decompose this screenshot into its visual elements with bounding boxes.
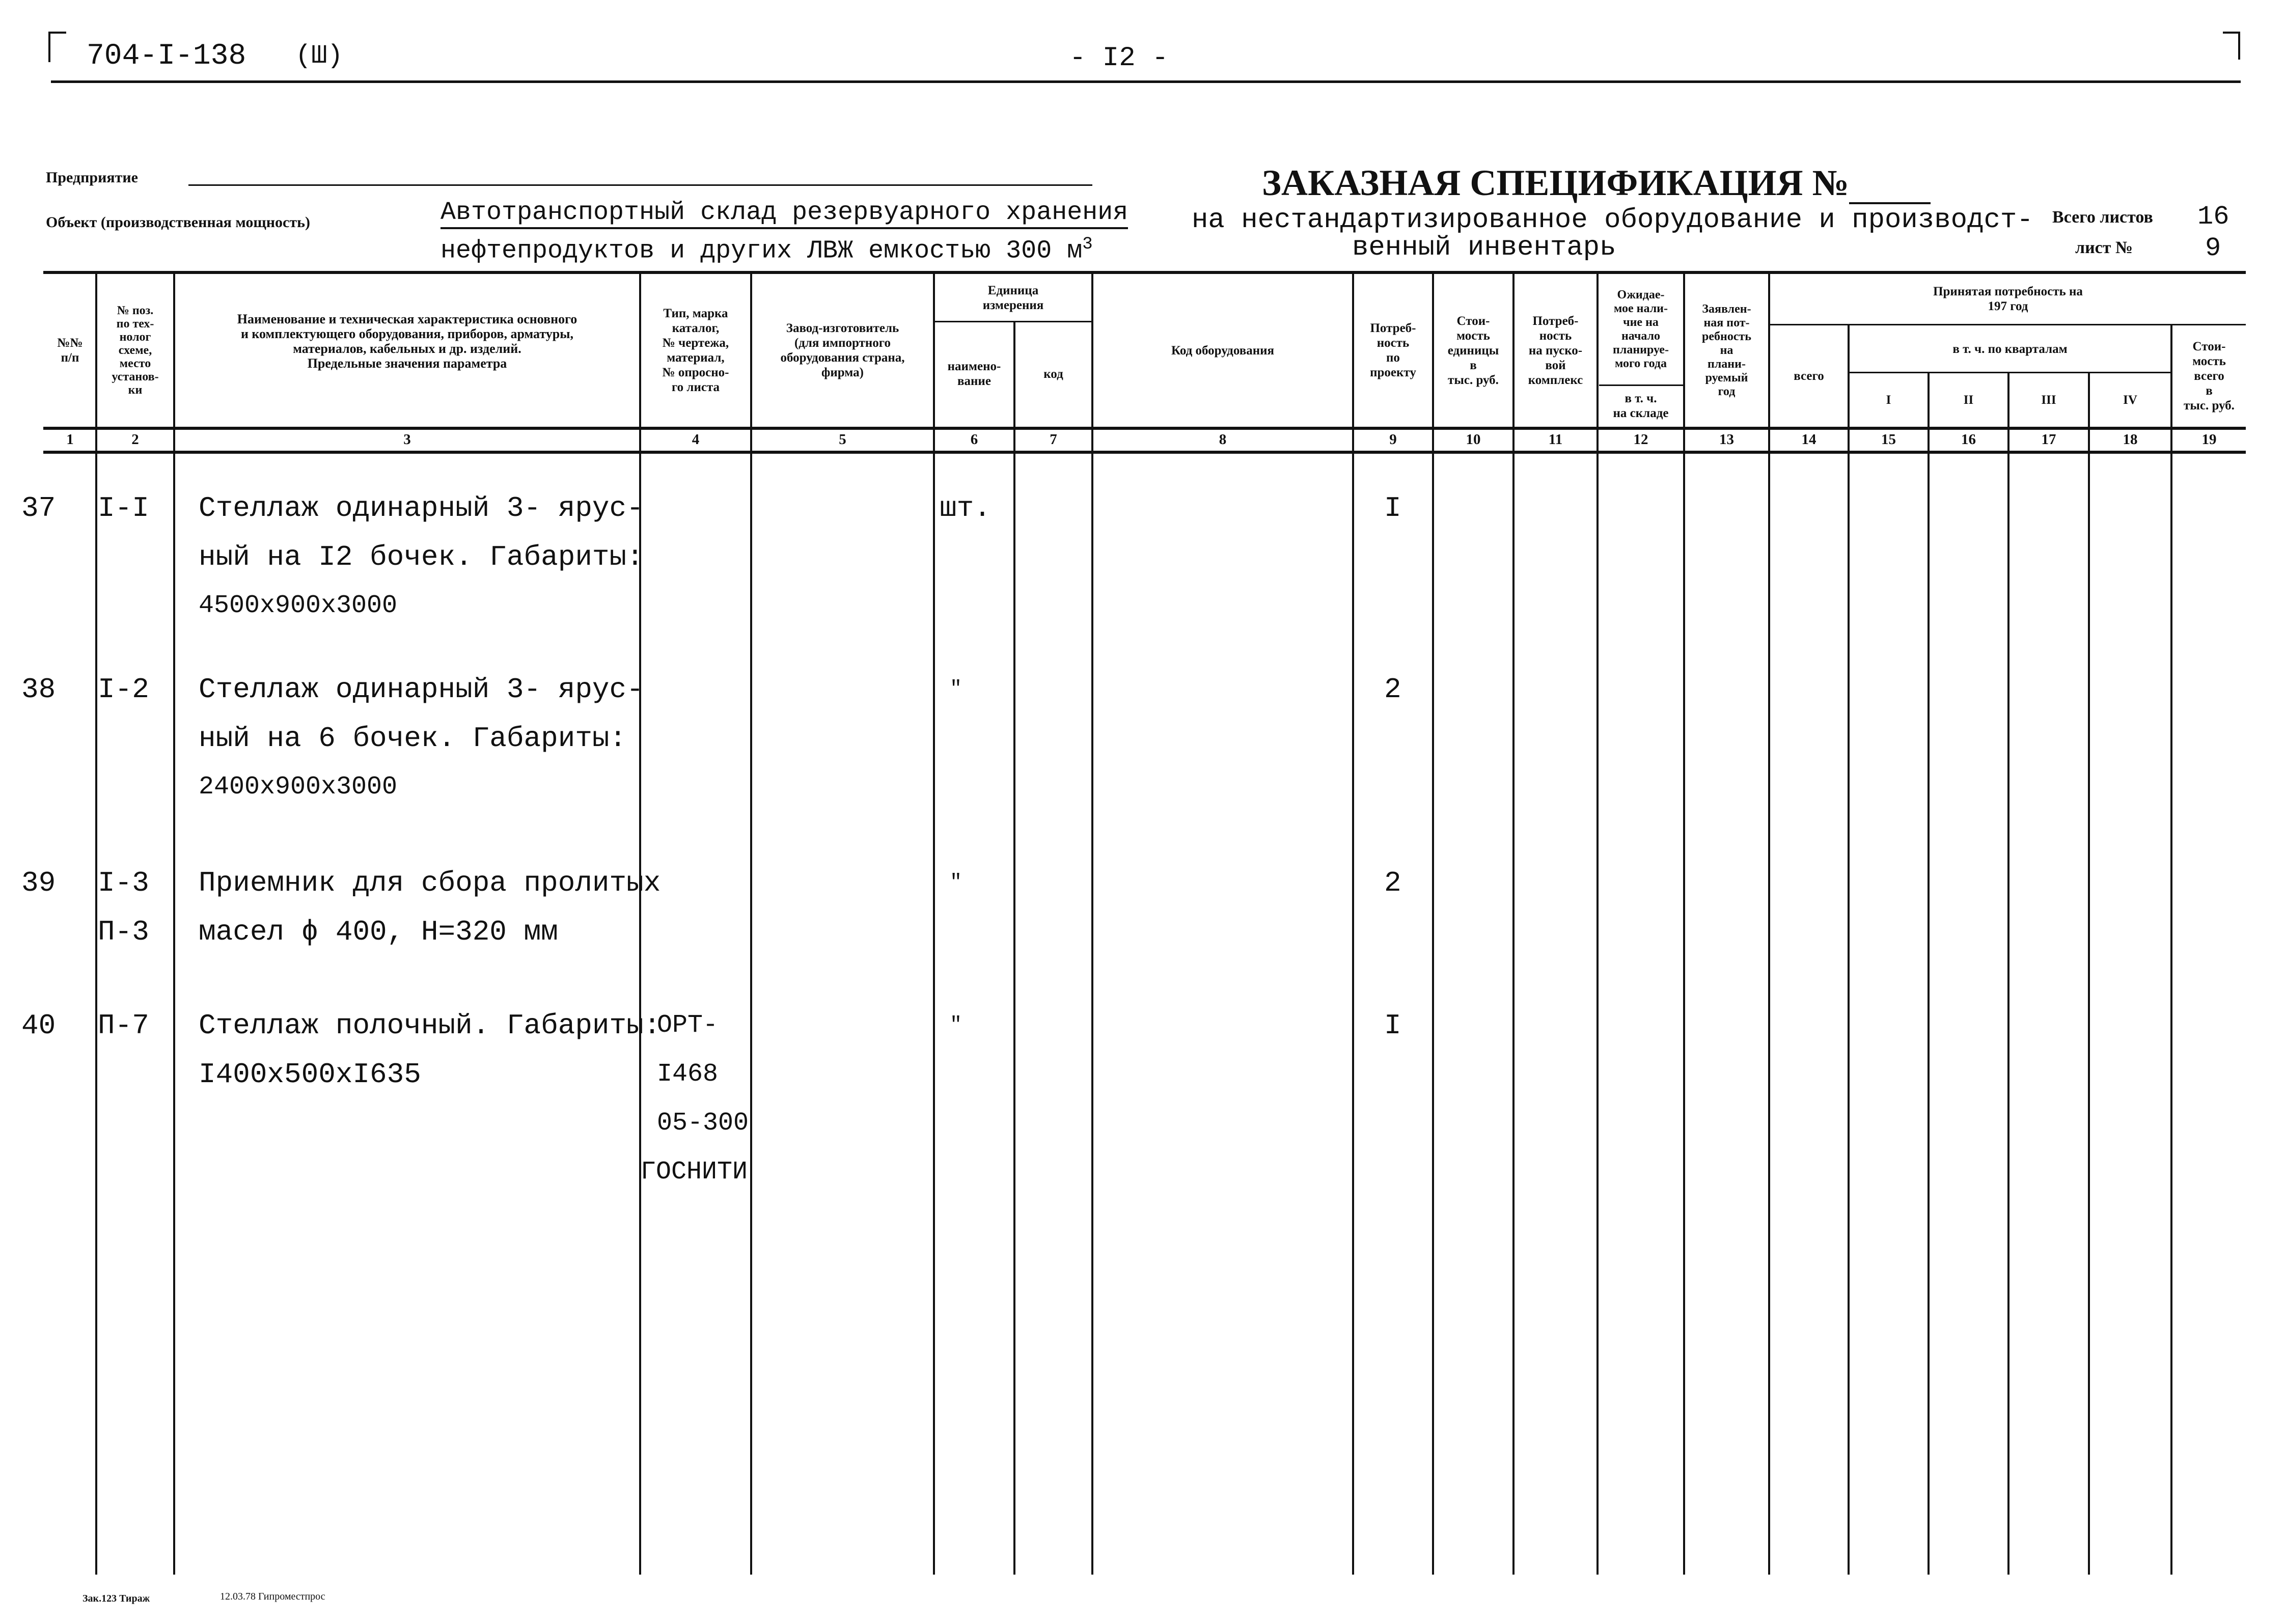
vline-18 [2170, 324, 2172, 1575]
col-number-9: 9 [1389, 431, 1397, 448]
sheet-value: 9 [2205, 233, 2221, 263]
col-number-5: 5 [839, 431, 846, 448]
row-39-unit: " [950, 871, 962, 894]
top-rule [51, 80, 2241, 83]
row-38-name-line3: 2400х900х3000 [199, 773, 398, 802]
col-header-unit-name: наимено- вание [947, 360, 1001, 388]
object-name-line2 [441, 230, 1093, 266]
object-name-line2-text: нефтепродуктов и других ЛВЖ емкостью 300 м [441, 236, 1083, 266]
col-number-12: 12 [1633, 431, 1648, 448]
footer-date-org: 12.03.78 Гипроместпрос [220, 1591, 325, 1602]
vline-13 [1768, 271, 1770, 1575]
object-name-sup: 3 [1082, 235, 1093, 254]
col-header-equipment-code: Код оборудования [1171, 343, 1275, 357]
corner-mark-left-top [48, 32, 66, 34]
row-39-position-line1: I-3 [98, 867, 149, 899]
corner-mark-right [2238, 32, 2240, 60]
col-number-3: 3 [403, 431, 411, 448]
col-header-position: № поз. по тех- нолог схеме, место установ- ки [112, 304, 159, 397]
enterprise-label: Предприятие [46, 169, 138, 186]
col-number-13: 13 [1719, 431, 1734, 448]
row-38-position: I-2 [98, 673, 149, 706]
col-header-q4: IV [2123, 393, 2137, 407]
row-39-number: 39 [21, 867, 56, 899]
document-code: 704-I-138 [87, 40, 246, 73]
col-number-4: 4 [692, 431, 700, 448]
vline-7 [1091, 271, 1093, 1575]
quarters-group-divider [1849, 372, 2172, 373]
col-header-in-stock: в т. ч. на складе [1613, 392, 1669, 420]
vline-3 [639, 271, 641, 1575]
header-number-row-top [43, 427, 2246, 430]
object-label: Объект (производственная мощность) [46, 214, 310, 231]
col-header-need-project: Потреб- ность по проекту [1370, 321, 1416, 379]
footer-print-info: Зак.123 Тираж [82, 1593, 150, 1604]
vline-12 [1683, 271, 1685, 1575]
vline-15 [1928, 373, 1930, 1575]
row-40-name-line1: Стеллаж полочный. Габариты: [199, 1009, 661, 1042]
col-number-7: 7 [1050, 431, 1057, 448]
spec-subtitle-line1: на нестандартизированное оборудование и производст- [1192, 205, 2033, 236]
col-number-2: 2 [131, 431, 139, 448]
col-header-quarters-group: в т. ч. по кварталам [1952, 342, 2068, 356]
row-39-position-line2: П-3 [98, 916, 149, 948]
accepted-group-divider [1770, 324, 2246, 325]
vline-9 [1432, 271, 1434, 1575]
spec-number-blank [1849, 172, 1931, 204]
corner-mark-left [48, 32, 50, 62]
row-38-name-line1: Стеллаж одинарный 3- ярус- [199, 673, 644, 706]
col-header-row-number: №№ п/п [57, 336, 83, 365]
col-header-unit-cost: Стои- мость единицы в тыс. руб. [1447, 314, 1499, 387]
col-header-q1: I [1886, 393, 1891, 407]
row-39-quantity: 2 [1384, 867, 1401, 899]
vline-10 [1512, 271, 1515, 1575]
col-number-17: 17 [2041, 431, 2056, 448]
col-number-11: 11 [1548, 431, 1563, 448]
row-39-name-line2: масел ϕ 400, Н=320 мм [199, 916, 558, 948]
col-header-accepted-group: Принятая потребность на 197 год [1933, 285, 2083, 313]
row-37-name-line3: 4500х900х3000 [199, 591, 398, 620]
row-40-type-line2: I468 [657, 1060, 719, 1089]
col-number-18: 18 [2123, 431, 2138, 448]
enterprise-line [188, 184, 1092, 186]
spec-subtitle-line2: венный инвентарь [1352, 232, 1616, 263]
col-header-q2: II [1963, 393, 1974, 407]
col-header-declared: Заявлен- ная пот- ребность на плани- руемый год [1702, 302, 1751, 398]
total-sheets-label: Всего листов [2052, 208, 2153, 227]
col-header-name: Наименование и техническая характеристика основного и комплектующего оборудования, приборов, арматуры, материалов, кабельных и др. изделий. Предельные значения параметра [237, 312, 577, 371]
page-number: - I2 - [1069, 43, 1169, 74]
vline-2 [173, 271, 175, 1575]
row-38-unit: " [950, 678, 962, 701]
row-37-name-line2: ный на I2 бочек. Габариты: [199, 541, 644, 573]
row-37-position: I-I [98, 492, 149, 525]
row-38-quantity: 2 [1384, 673, 1401, 706]
row-37-quantity: I [1384, 492, 1401, 525]
row-38-number: 38 [21, 673, 56, 706]
vline-16 [2007, 373, 2009, 1575]
col-header-q3: III [2041, 393, 2056, 407]
row-40-name-line2: I400х500хI635 [199, 1058, 421, 1091]
vline-1 [95, 271, 97, 1575]
vline-8 [1352, 271, 1354, 1575]
table-top-border [43, 271, 2246, 274]
vline-11 [1596, 271, 1599, 1575]
vline-14 [1848, 324, 1850, 1575]
row-37-unit: шт. [940, 492, 991, 525]
col-number-6: 6 [970, 431, 978, 448]
row-37-name-line1: Стеллаж одинарный 3- ярус- [199, 492, 644, 525]
spec-title-text: ЗАКАЗНАЯ СПЕЦИФИКАЦИЯ № [1262, 162, 1849, 203]
col-header-total-cost: Стои- мость всего в тыс. руб. [2184, 339, 2235, 412]
row-40-type-line4: ГОСНИТИ [641, 1158, 748, 1187]
row-40-number: 40 [21, 1009, 56, 1042]
col-header-unit-code: код [1043, 367, 1063, 381]
col-header-unit-group: Единица измерения [982, 284, 1044, 312]
volume-number: (Ш) [295, 41, 343, 71]
col-number-14: 14 [1801, 431, 1816, 448]
sheet-label: лист № [2075, 238, 2133, 257]
row-40-type-line3: 05-300 [657, 1109, 749, 1138]
vline-4 [750, 271, 752, 1575]
col-number-15: 15 [1881, 431, 1896, 448]
col-header-expected: Ожидае- мое нали- чие на начало планируе- мого года [1613, 288, 1669, 370]
total-sheets-value: 16 [2197, 202, 2229, 232]
row-40-type-line1: ОРТ- [657, 1011, 719, 1040]
col-header-total: всего [1794, 369, 1824, 383]
vline-6 [1013, 322, 1015, 1575]
spec-title [1262, 162, 1931, 204]
corner-mark-right-top [2223, 32, 2240, 34]
col-number-1: 1 [66, 431, 74, 448]
col-number-10: 10 [1466, 431, 1481, 448]
unit-group-divider [933, 321, 1092, 322]
object-name-line1: Автотранспортный склад резервуарного хранения [441, 199, 1128, 229]
col-header-need-startup: Потреб- ность на пуско- вой комплекс [1528, 314, 1583, 387]
col-header-manufacturer: Завод-изготовитель (для импортного оборудования страна, фирма) [780, 321, 905, 379]
col-number-19: 19 [2201, 431, 2217, 448]
col-header-type: Тип, марка каталог, № чертежа, материал, № опросно- го листа [662, 307, 729, 394]
row-40-unit: " [950, 1014, 962, 1037]
row-38-name-line2: ный на 6 бочек. Габариты: [199, 722, 627, 755]
col-number-16: 16 [1961, 431, 1976, 448]
header-number-row-bottom [43, 451, 2246, 454]
col-number-8: 8 [1219, 431, 1227, 448]
row-37-number: 37 [21, 492, 56, 525]
row-40-position: П-7 [98, 1009, 149, 1042]
vline-5 [933, 271, 935, 1575]
vline-17 [2088, 373, 2090, 1575]
row-40-quantity: I [1384, 1009, 1401, 1042]
row-39-name-line1: Приемник для сбора пролитых [199, 867, 661, 899]
